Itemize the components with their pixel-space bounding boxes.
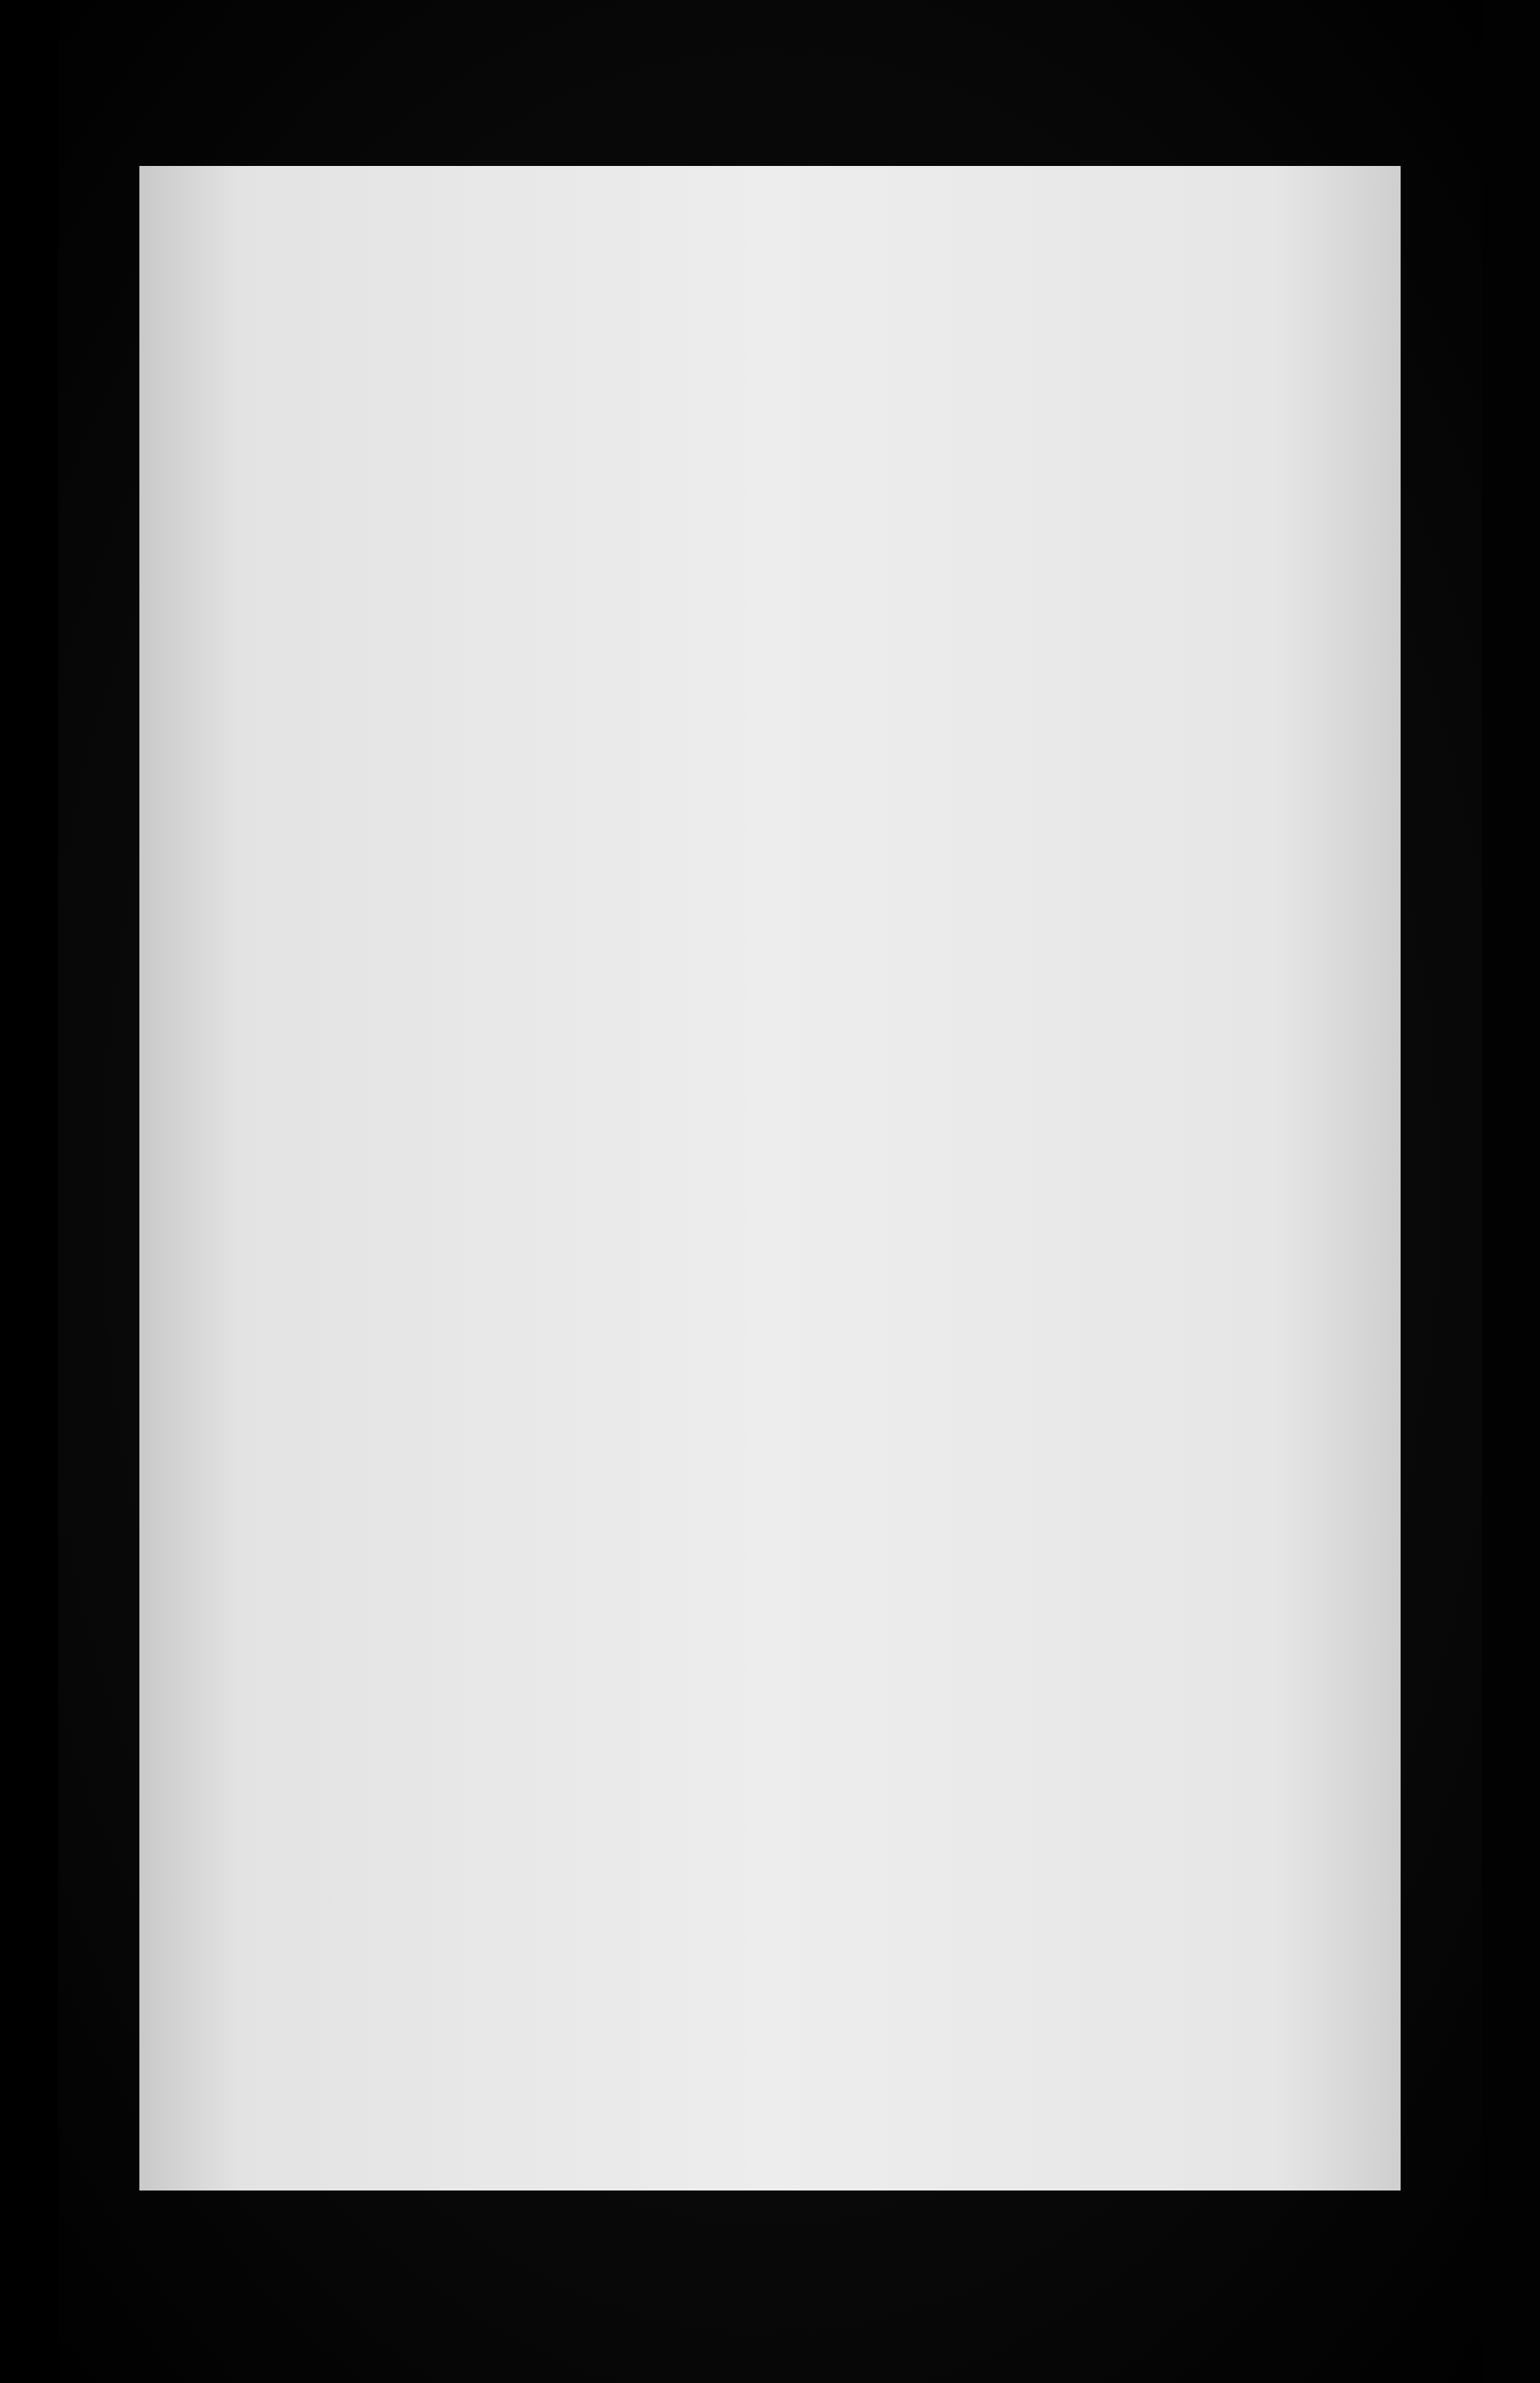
- film-edge-right: [1482, 0, 1540, 2383]
- film-edge-left: [0, 0, 58, 2383]
- document-page: [139, 166, 1401, 2191]
